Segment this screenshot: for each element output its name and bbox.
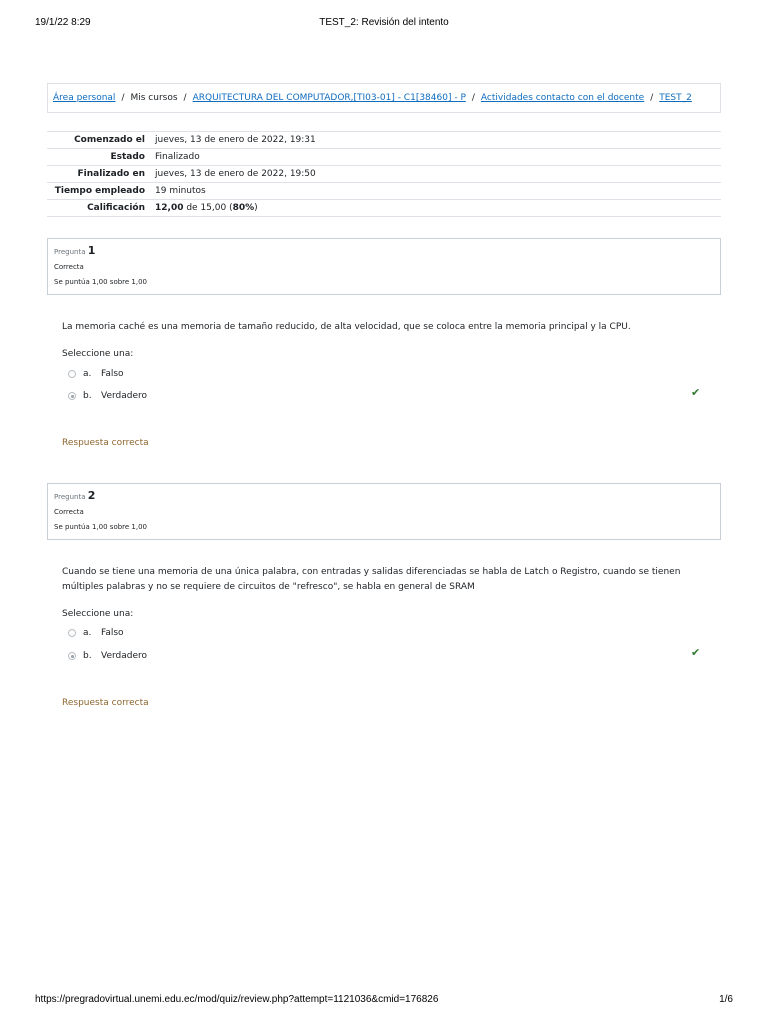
option-label: Falso xyxy=(101,628,124,638)
print-page-number: 1/6 xyxy=(719,994,733,1005)
radio-button[interactable] xyxy=(68,629,76,637)
question-prompt-2: Seleccione una: xyxy=(62,609,134,619)
radio-button-selected[interactable] xyxy=(68,392,76,400)
grade-close: ) xyxy=(254,203,258,213)
question-feedback-2: Respuesta correcta xyxy=(62,698,149,708)
summary-value: jueves, 13 de enero de 2022, 19:31 xyxy=(151,132,721,149)
question-number: 2 xyxy=(87,489,96,502)
question-text-1: La memoria caché es una memoria de tamaño reducido, de alta velocidad, que se coloca entre la memoria principal y la CPU. xyxy=(62,322,631,332)
grade-of: de 15,00 ( xyxy=(183,203,233,213)
question-mark: Se puntúa 1,00 sobre 1,00 xyxy=(54,278,148,286)
summary-key: Comenzado el xyxy=(47,132,151,149)
question-label: Pregunta xyxy=(54,493,86,501)
summary-value: 19 minutos xyxy=(151,183,721,200)
option-label: Falso xyxy=(101,369,124,379)
summary-row-finished xyxy=(47,166,721,183)
breadcrumb-area-personal[interactable]: Área personal xyxy=(53,93,116,103)
summary-value: Finalizado xyxy=(151,149,721,166)
print-header xyxy=(0,17,768,31)
option-label: Verdadero xyxy=(101,651,148,661)
summary-key: Calificación xyxy=(47,200,151,217)
question-info-1 xyxy=(47,238,721,295)
attempt-summary-table xyxy=(47,131,721,217)
option-label: Verdadero xyxy=(101,391,148,401)
question-info-2 xyxy=(47,483,721,540)
print-title: TEST_2: Revisión del intento xyxy=(319,17,449,28)
question-state: Correcta xyxy=(54,263,84,271)
breadcrumb-separator: / xyxy=(650,93,654,103)
summary-key: Estado xyxy=(47,149,151,166)
summary-row-state xyxy=(47,149,721,166)
breadcrumb xyxy=(47,83,721,113)
summary-key: Finalizado en xyxy=(47,166,151,183)
print-date: 19/1/22 8:29 xyxy=(35,17,91,28)
summary-row-started xyxy=(47,132,721,149)
answer-option-2a[interactable] xyxy=(68,626,124,640)
breadcrumb-activities[interactable]: Actividades contacto con el docente xyxy=(480,93,645,103)
summary-value xyxy=(151,200,721,217)
summary-key: Tiempo empleado xyxy=(47,183,151,200)
breadcrumb-separator: / xyxy=(471,93,475,103)
correct-check-icon: ✔ xyxy=(691,386,701,399)
radio-button-selected[interactable] xyxy=(68,652,76,660)
question-state: Correcta xyxy=(54,508,84,516)
breadcrumb-test[interactable]: TEST_2 xyxy=(659,93,692,103)
breadcrumb-separator: / xyxy=(183,93,187,103)
answer-option-1b[interactable] xyxy=(68,389,147,403)
print-url: https://pregradovirtual.unemi.edu.ec/mod/quiz/review.php?attempt=1121036&cmid=176826 xyxy=(35,994,439,1005)
question-text-2: Cuando se tiene una memoria de una única palabra, con entradas y salidas diferenciadas se habla de Latch o Registro, cuando se tienen múltiples palabras y no se requiere de circuitos de "refresco", se habla en general de SRAM xyxy=(62,567,681,592)
grade-percent: 80% xyxy=(232,203,255,213)
question-mark: Se puntúa 1,00 sobre 1,00 xyxy=(54,523,148,531)
question-label: Pregunta xyxy=(54,248,86,256)
radio-button[interactable] xyxy=(68,370,76,378)
breadcrumb-separator: / xyxy=(121,93,125,103)
question-prompt-1: Seleccione una: xyxy=(62,349,134,359)
breadcrumb-mis-cursos: Mis cursos xyxy=(130,93,178,103)
option-letter: b. xyxy=(83,391,92,401)
question-feedback-1: Respuesta correcta xyxy=(62,438,149,448)
answer-option-1a[interactable] xyxy=(68,367,124,381)
answer-option-2b[interactable] xyxy=(68,649,147,663)
question-number: 1 xyxy=(87,244,96,257)
option-letter: b. xyxy=(83,651,92,661)
summary-row-grade xyxy=(47,200,721,217)
correct-check-icon: ✔ xyxy=(691,646,701,659)
option-letter: a. xyxy=(83,628,92,638)
summary-row-time-taken xyxy=(47,183,721,200)
print-footer xyxy=(0,994,768,1008)
grade-score: 12,00 xyxy=(155,203,184,213)
summary-value: jueves, 13 de enero de 2022, 19:50 xyxy=(151,166,721,183)
breadcrumb-course[interactable]: ARQUITECTURA DEL COMPUTADOR,[TI03-01] - C1[38460] - P xyxy=(192,93,466,103)
option-letter: a. xyxy=(83,369,92,379)
